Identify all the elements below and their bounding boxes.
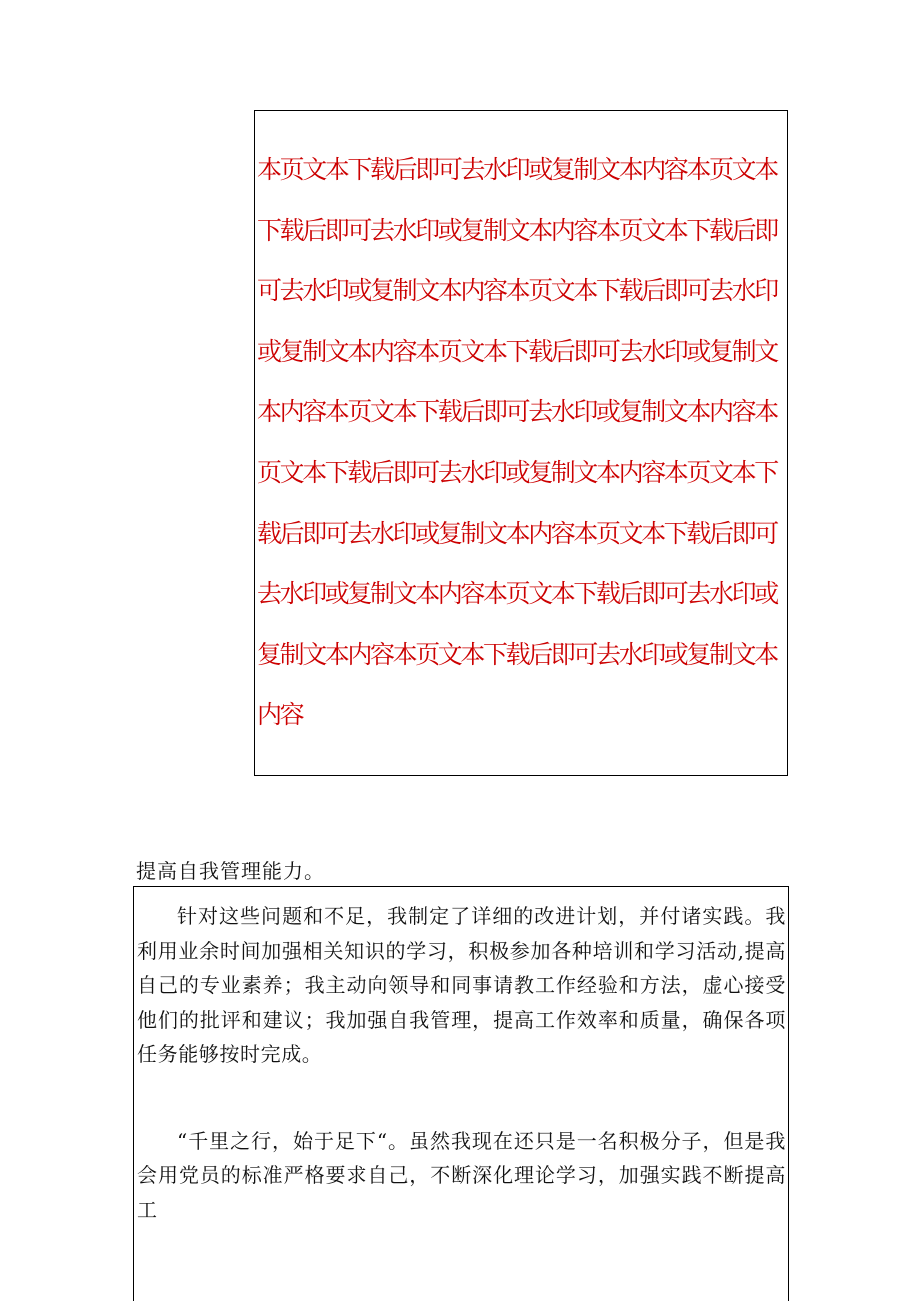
lead-line-text: 提高自我管理能力。 — [136, 859, 325, 883]
watermark-notice-text: 本页文本下载后即可去水印或复制文本内容本页文本下载后即可去水印或复制文本内容本页文本下载后即可去水印或复制文本内容本页文本下载后即可去水印或复制文本内容本页文本下载后即可去水印或复制文本内容本页文本下载后即可去水印或复制文本内容本页文本下载后即可去水印或复制文本内容本页文本下载后即可去水印或复制文本内容本页文本下载后即可去水印或复制文本内容本页文本下载后即可去水印或复制文本内容本页文本下载后即可去水印或复制文本内容 — [257, 155, 777, 730]
paragraph-journey-begins: “千里之行，始于足下“。虽然我现在还只是一名积极分子，但是我会用党员的标准严格要求自己，不断深化理论学习，加强实践不断提高工 — [137, 1128, 786, 1222]
watermark-notice-box — [254, 110, 788, 776]
body-text-box — [133, 886, 789, 1301]
paragraph-improvement-plan: 针对这些问题和不足，我制定了详细的改进计划，并付诸实践。我利用业余时间加强相关知识的学习，积极参加各种培训和学习活动,提高自己的专业素养；我主动向领导和同事请教工作经验和方法，虚心接受他们的批评和建议；我加强自我管理，提高工作效率和质量，确保各项任务能够按时完成。 — [137, 904, 786, 1066]
